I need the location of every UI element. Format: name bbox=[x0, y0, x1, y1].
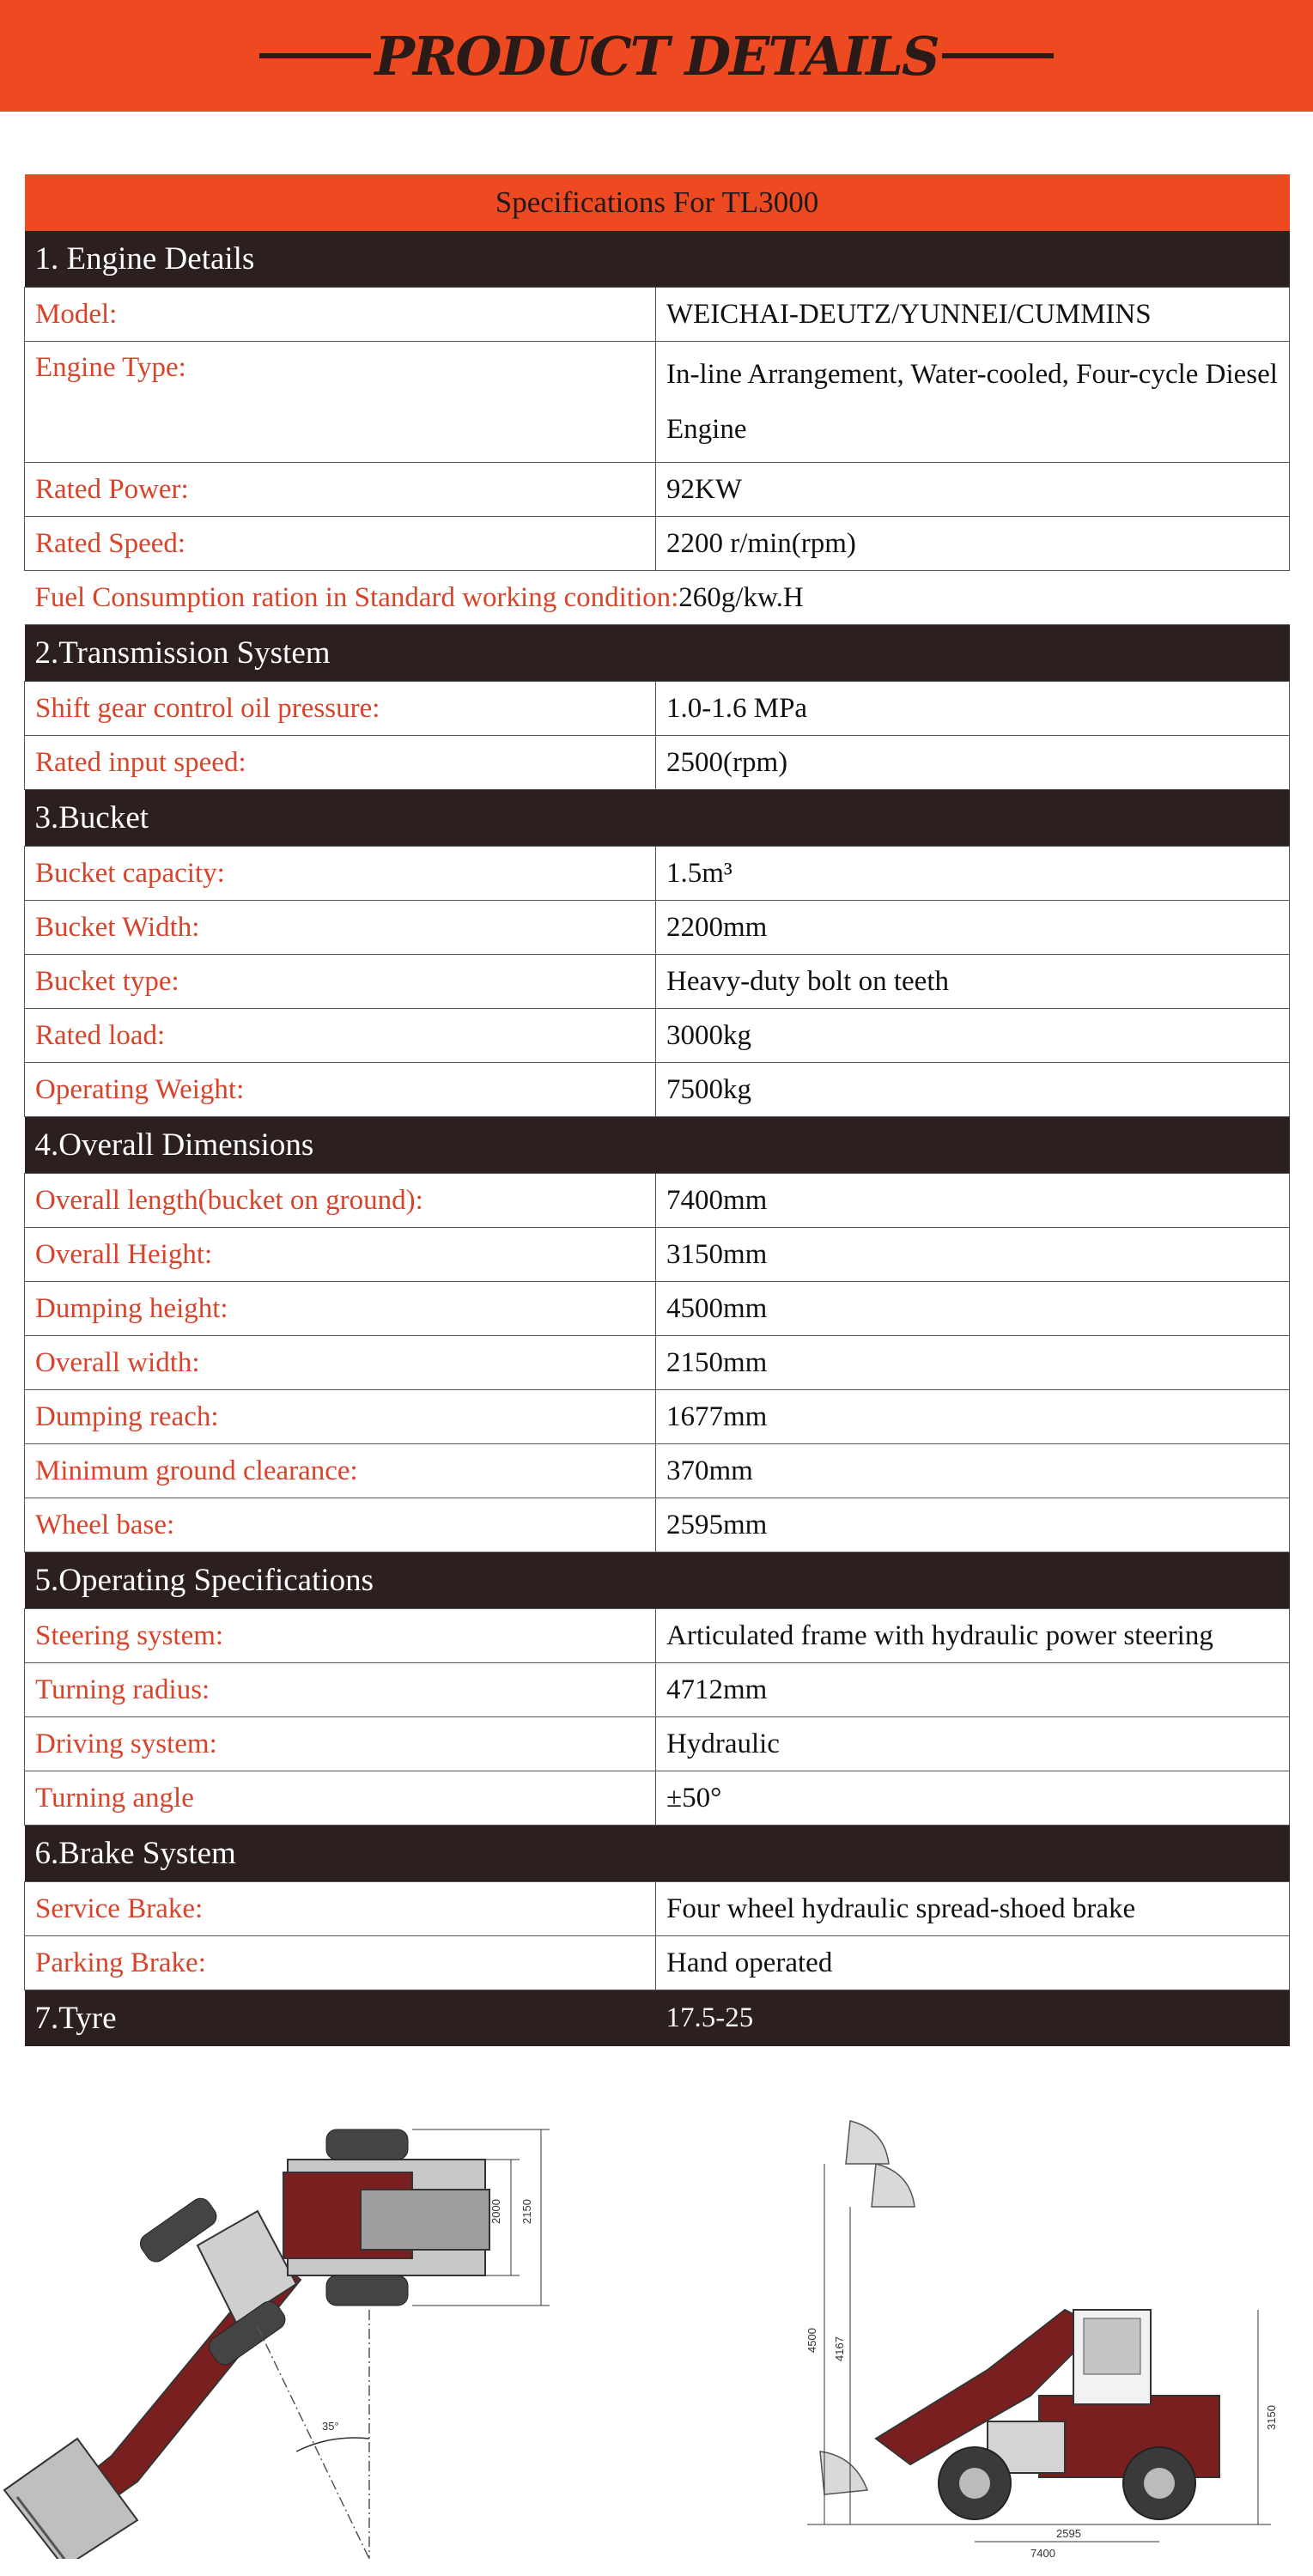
table-row bbox=[25, 1009, 1290, 1063]
row-label: Rated Speed: bbox=[25, 517, 656, 571]
section-brake: 6.Brake System bbox=[25, 1826, 1290, 1882]
fuel-label: Fuel Consumption ration in Standard working condition: bbox=[34, 581, 679, 613]
row-label: Driving system: bbox=[25, 1717, 656, 1771]
row-label: Dumping reach: bbox=[25, 1390, 656, 1444]
row-label: Rated load: bbox=[25, 1009, 656, 1063]
dim-2150: 2150 bbox=[520, 2199, 533, 2224]
fuel-cell bbox=[25, 571, 1290, 625]
row-value: 4712mm bbox=[656, 1663, 1290, 1717]
front-chassis bbox=[198, 2211, 296, 2323]
fuel-value: 260g/kw.H bbox=[678, 581, 804, 613]
angle-lines bbox=[258, 2310, 369, 2559]
row-label: Engine Type: bbox=[25, 342, 656, 463]
row-label: Parking Brake: bbox=[25, 1936, 656, 1990]
table-row bbox=[25, 1390, 1290, 1444]
table-row bbox=[25, 955, 1290, 1009]
row-value: 1.5m³ bbox=[656, 847, 1290, 901]
spec-title-row bbox=[25, 174, 1290, 231]
row-label: Steering system: bbox=[25, 1609, 656, 1663]
table-row bbox=[25, 1609, 1290, 1663]
row-value: WEICHAI-DEUTZ/YUNNEI/CUMMINS bbox=[656, 288, 1290, 342]
table-row bbox=[25, 517, 1290, 571]
row-label: Model: bbox=[25, 288, 656, 342]
row-label: Rated input speed: bbox=[25, 736, 656, 790]
section-tyre: 7.Tyre bbox=[25, 1990, 656, 2047]
row-value: 2500(rpm) bbox=[656, 736, 1290, 790]
row-label: Overall Height: bbox=[25, 1228, 656, 1282]
row-value: Heavy-duty bolt on teeth bbox=[656, 955, 1290, 1009]
section-operating: 5.Operating Specifications bbox=[25, 1552, 1290, 1609]
section-header bbox=[25, 790, 1290, 847]
table-row bbox=[25, 1882, 1290, 1936]
section-engine: 1. Engine Details bbox=[25, 231, 1290, 288]
section-transmission: 2.Transmission System bbox=[25, 625, 1290, 682]
row-value: 4500mm bbox=[656, 1282, 1290, 1336]
row-value: 370mm bbox=[656, 1444, 1290, 1498]
section-dimensions: 4.Overall Dimensions bbox=[25, 1117, 1290, 1174]
table-row bbox=[25, 1444, 1290, 1498]
lowered-bucket bbox=[820, 2451, 867, 2494]
rear-chassis bbox=[283, 2160, 489, 2275]
table-row bbox=[25, 1063, 1290, 1117]
section-header bbox=[25, 231, 1290, 288]
dim-2595: 2595 bbox=[1056, 2527, 1081, 2540]
row-value: Hand operated bbox=[656, 1936, 1290, 1990]
table-row bbox=[25, 342, 1290, 463]
row-label: Overall width: bbox=[25, 1336, 656, 1390]
row-value: Articulated frame with hydraulic power steering bbox=[656, 1609, 1290, 1663]
technical-drawings bbox=[0, 2112, 1313, 2576]
row-label: Overall length(bucket on ground): bbox=[25, 1174, 656, 1228]
table-row bbox=[25, 1717, 1290, 1771]
table-row bbox=[25, 682, 1290, 736]
row-value: 1.0-1.6 MPa bbox=[656, 682, 1290, 736]
section-header bbox=[25, 1990, 1290, 2047]
row-value: Hydraulic bbox=[656, 1717, 1290, 1771]
row-value: 3000kg bbox=[656, 1009, 1290, 1063]
table-row bbox=[25, 1936, 1290, 1990]
table-row bbox=[25, 1174, 1290, 1228]
spec-table bbox=[24, 174, 1290, 2046]
table-row bbox=[25, 1663, 1290, 1717]
table-row bbox=[25, 288, 1290, 342]
section-header bbox=[25, 625, 1290, 682]
row-label: Turning radius: bbox=[25, 1663, 656, 1717]
table-row bbox=[25, 1771, 1290, 1826]
side-view-drawing bbox=[773, 2112, 1305, 2559]
table-row bbox=[25, 736, 1290, 790]
dim-7400: 7400 bbox=[1030, 2547, 1055, 2559]
row-value: 2150mm bbox=[656, 1336, 1290, 1390]
row-label: Turning angle bbox=[25, 1771, 656, 1826]
row-value: 92KW bbox=[656, 463, 1290, 517]
row-label: Service Brake: bbox=[25, 1882, 656, 1936]
row-value: 2200mm bbox=[656, 901, 1290, 955]
row-value: 3150mm bbox=[656, 1228, 1290, 1282]
divider-right bbox=[942, 53, 1054, 58]
row-label: Wheel base: bbox=[25, 1498, 656, 1552]
divider-left bbox=[259, 53, 371, 58]
row-label: Bucket type: bbox=[25, 955, 656, 1009]
raised-buckets bbox=[846, 2121, 915, 2207]
row-label: Shift gear control oil pressure: bbox=[25, 682, 656, 736]
row-label: Bucket capacity: bbox=[25, 847, 656, 901]
row-label: Dumping height: bbox=[25, 1282, 656, 1336]
top-view-drawing bbox=[0, 2112, 584, 2559]
row-value: 2200 r/min(rpm) bbox=[656, 517, 1290, 571]
table-row bbox=[25, 901, 1290, 955]
section-header bbox=[25, 1117, 1290, 1174]
table-row bbox=[25, 1228, 1290, 1282]
row-value: 1677mm bbox=[656, 1390, 1290, 1444]
table-row bbox=[25, 1498, 1290, 1552]
table-row bbox=[25, 847, 1290, 901]
table-row bbox=[25, 1282, 1290, 1336]
row-value: In-line Arrangement, Water-cooled, Four-cycle Diesel Engine bbox=[656, 342, 1290, 463]
tyre-value: 17.5-25 bbox=[656, 1990, 1290, 2047]
row-value: Four wheel hydraulic spread-shoed brake bbox=[656, 1882, 1290, 1936]
row-value: 2595mm bbox=[656, 1498, 1290, 1552]
dim-4167: 4167 bbox=[833, 2336, 846, 2361]
row-label: Bucket Width: bbox=[25, 901, 656, 955]
row-value: 7500kg bbox=[656, 1063, 1290, 1117]
row-value: 7400mm bbox=[656, 1174, 1290, 1228]
row-value: ±50° bbox=[656, 1771, 1290, 1826]
angle-label: 35° bbox=[322, 2420, 339, 2433]
page-title: PRODUCT DETAILS bbox=[374, 24, 939, 88]
dim-4500: 4500 bbox=[805, 2328, 818, 2353]
spec-title: Specifications For TL3000 bbox=[25, 174, 1290, 231]
row-label: Operating Weight: bbox=[25, 1063, 656, 1117]
section-header bbox=[25, 1552, 1290, 1609]
table-row bbox=[25, 1336, 1290, 1390]
dim-2000: 2000 bbox=[489, 2199, 502, 2224]
row-label: Minimum ground clearance: bbox=[25, 1444, 656, 1498]
row-label: Rated Power: bbox=[25, 463, 656, 517]
fuel-row bbox=[25, 571, 1290, 625]
banner-heading bbox=[0, 0, 1313, 112]
dim-3150: 3150 bbox=[1265, 2405, 1278, 2430]
section-bucket: 3.Bucket bbox=[25, 790, 1290, 847]
section-header bbox=[25, 1826, 1290, 1882]
table-row bbox=[25, 463, 1290, 517]
